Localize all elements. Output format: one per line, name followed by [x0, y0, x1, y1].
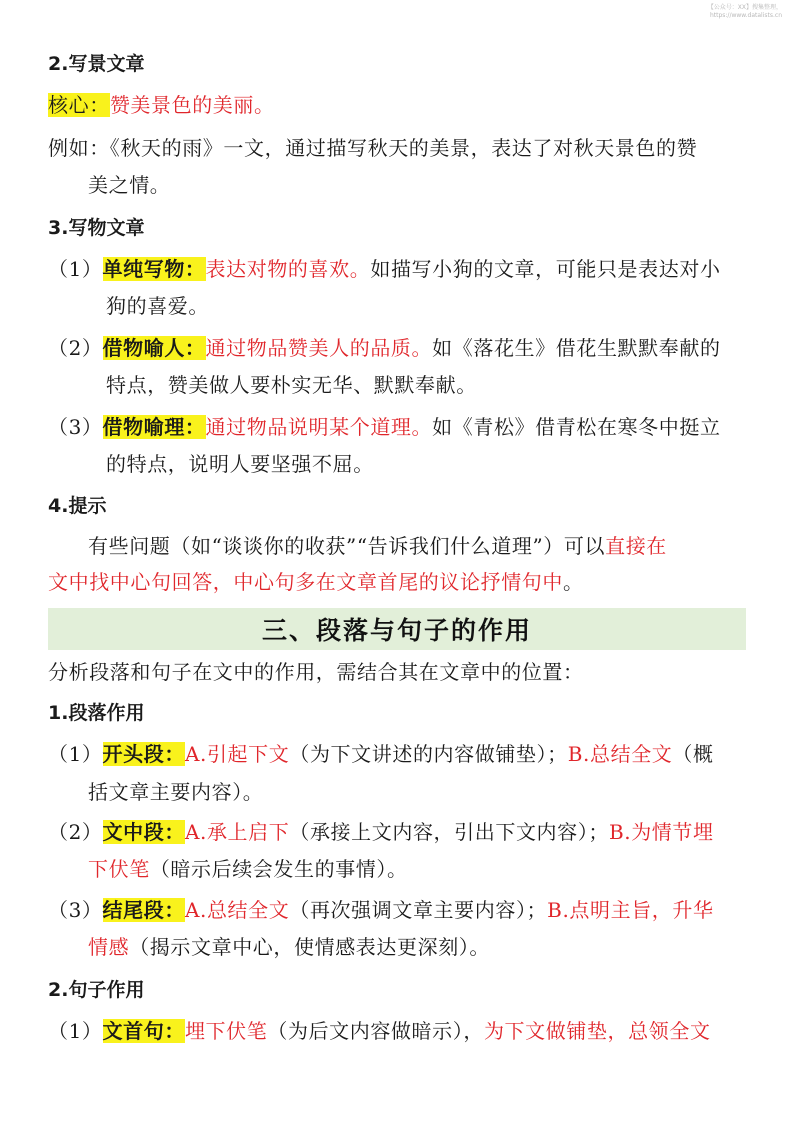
para-item-1-cont-text: 括文章主要内容）。: [88, 780, 264, 804]
para-item-1-b-note: （概: [672, 742, 714, 766]
para-item-3: [48, 896, 714, 924]
object-item-3: [48, 413, 721, 441]
para-item-2-a: A.承上启下: [184, 820, 290, 844]
para-item-2-label: 文中段：: [102, 820, 185, 844]
para-item-1-cont: [88, 778, 263, 806]
scenery-example-line2: 美之情。: [88, 173, 171, 197]
sent-item-1-num: （1）: [48, 1019, 103, 1043]
tip-line2-red: 文中找中心句回答，中心句多在文章首尾的议论抒情句中: [48, 570, 563, 594]
para-item-2-cont-text: （暗示后续会发生的事情）。: [149, 857, 408, 881]
para-item-1: [48, 740, 714, 768]
para-item-2-num: （2）: [48, 820, 103, 844]
object-item-3-red: 通过物品说明某个道理。: [205, 415, 433, 439]
object-item-1-rest: 如描写小狗的文章，可能只是表达对小: [370, 257, 721, 281]
para-item-3-cont-text: （揭示文章中心，使情感表达更深刻）。: [129, 935, 491, 959]
para-item-2-cont-red: 下伏笔: [88, 857, 150, 881]
sent-item-1-red1: 埋下伏笔: [184, 1019, 268, 1043]
para-item-2-cont: [88, 855, 408, 883]
sent-item-1-note: （为后文内容做暗示），: [267, 1019, 484, 1043]
object-item-3-cont: 的特点，说明人要坚强不屈。: [106, 452, 374, 476]
para-item-3-cont-red: 情感: [88, 935, 130, 959]
tip-line1-red: 直接在: [605, 534, 667, 558]
scenery-core-label: 核心：: [48, 93, 110, 117]
para-item-3-label: 结尾段：: [102, 898, 185, 922]
object-item-2: [48, 334, 721, 362]
object-item-3-rest: 如《青松》借青松在寒冬中挺立: [432, 415, 721, 439]
object-item-2-num: （2）: [48, 336, 103, 360]
object-item-2-rest: 如《落花生》借花生默默奉献的: [432, 336, 721, 360]
para-item-3-num: （3）: [48, 898, 103, 922]
scenery-core-text: 赞美景色的美丽。: [109, 93, 275, 117]
tip-line1-text: 有些问题（如“谈谈你的收获”“告诉我们什么道理”）可以: [88, 534, 606, 558]
para-item-1-num: （1）: [48, 742, 103, 766]
heading-tip: 4.提示: [48, 495, 107, 517]
intro-text: 分析段落和句子在文中的作用，需结合其在文章中的位置：: [48, 660, 584, 684]
sent-item-1: [48, 1017, 711, 1045]
watermark: [708, 4, 782, 20]
object-item-1: [48, 255, 721, 283]
para-item-2-b: B.为情节埋: [608, 820, 714, 844]
para-item-3-a: A.总结全文: [184, 898, 290, 922]
object-item-1-cont: 狗的喜爱。: [106, 294, 209, 318]
para-item-3-cont: [88, 933, 490, 961]
heading-scenery: 2.写景文章: [48, 53, 145, 75]
watermark-line1: 【公众号：XX】搜集整理，: [707, 4, 782, 11]
para-item-1-a: A.引起下文: [184, 742, 290, 766]
scenery-core: [48, 91, 275, 119]
sent-item-1-label: 文首句：: [102, 1019, 185, 1043]
para-item-2-a-note: （承接上文内容，引出下文内容）；: [289, 820, 609, 844]
tip-line2: [48, 568, 584, 596]
tip-line1: [88, 532, 667, 560]
para-item-1-label: 开头段：: [102, 742, 185, 766]
heading-sentence: 2.句子作用: [48, 979, 145, 1001]
para-item-3-b: B.点明主旨，升华: [547, 898, 714, 922]
heading-paragraph: 1.段落作用: [48, 702, 145, 724]
object-item-1-num: （1）: [48, 257, 103, 281]
object-item-1-red: 表达对物的喜欢。: [205, 257, 371, 281]
para-item-2: [48, 818, 714, 846]
heading-object: 3.写物文章: [48, 217, 145, 239]
object-item-3-num: （3）: [48, 415, 103, 439]
scenery-example-line1: 例如：《秋天的雨》一文，通过描写秋天的美景，表达了对秋天景色的赞: [48, 136, 698, 160]
watermark-line2: https://www.datalists.cn: [709, 12, 782, 19]
tip-line2-end: 。: [563, 570, 584, 594]
object-item-1-label: 单纯写物：: [102, 257, 206, 281]
para-item-3-a-note: （再次强调文章主要内容）；: [289, 898, 548, 922]
object-item-2-red: 通过物品赞美人的品质。: [205, 336, 433, 360]
object-item-3-label: 借物喻理：: [102, 415, 206, 439]
para-item-1-b: B.总结全文: [567, 742, 673, 766]
object-item-2-label: 借物喻人：: [102, 336, 206, 360]
section-banner: 三、段落与句子的作用: [48, 608, 746, 650]
object-item-2-cont: 特点，赞美做人要朴实无华、默默奉献。: [106, 373, 477, 397]
sent-item-1-red2: 为下文做铺垫，总领全文: [483, 1019, 711, 1043]
para-item-1-a-note: （为下文讲述的内容做铺垫）；: [289, 742, 568, 766]
